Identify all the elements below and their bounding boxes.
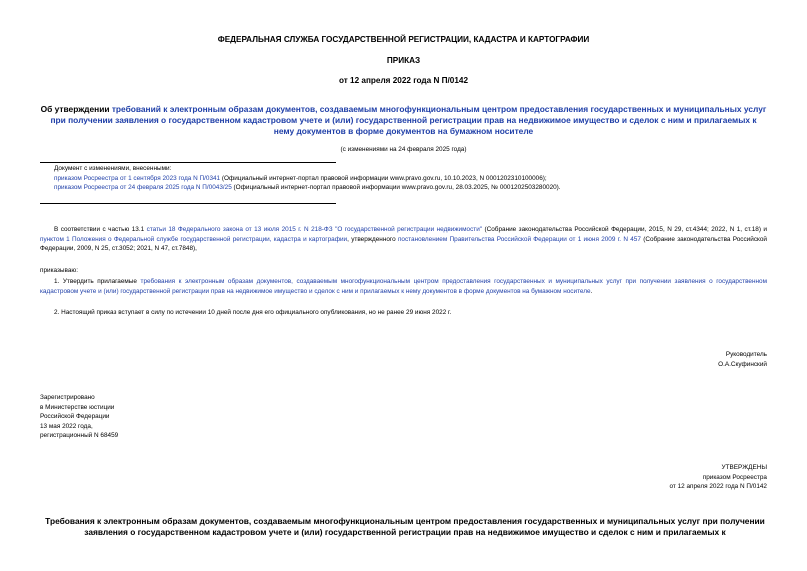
agency-name: ФЕДЕРАЛЬНАЯ СЛУЖБА ГОСУДАРСТВЕННОЙ РЕГИСТРАЦИИ, КАДАСТРА И КАРТОГРАФИИ	[217, 35, 590, 44]
requirements-link[interactable]: требования к электронным образам документов, создаваемым многофункциональным центром предоставления государственных и муниципальных услуг при получении заявления о государственном кадастровом учете и (или) государственной регистрации прав на недвижимое имущество и сделок с ним и прилагаемых к нему документов в форме документов на бумажном носителе	[40, 278, 767, 295]
title-link[interactable]: требований к электронным образам документов, создаваемым многофункциональным центром предоставления государственных и муниципальных услуг при получении заявления о государственном кадастровом учете и (или) государственной регистрации прав на недвижимое имущество и сделок с ним и прилагаемых к нему документов в форме документов на бумажном носителе	[50, 104, 767, 136]
order-item-1	[40, 277, 767, 296]
registration-line: в Министерстве юстиции	[40, 403, 115, 411]
registration-line: Российской Федерации	[40, 413, 110, 420]
item-text: 1. Утвердить прилагаемые	[54, 278, 141, 285]
order-item-2: 2. Настоящий приказ вступает в силу по истечении 10 дней после дня его официального опубликования, но не ранее 29 июня 2022 г.	[54, 309, 452, 316]
approved-block	[450, 463, 767, 492]
document-date: от 12 апреля 2022 года N П/0142	[338, 76, 469, 85]
amendment-item	[54, 183, 774, 193]
preamble-paragraph	[40, 225, 767, 254]
divider-top	[40, 162, 336, 163]
registration-block	[40, 393, 340, 441]
preamble-text: (Собрание законодательства Российской Федерации, 2015, N 29, ст.4344; 2022, N 1, ст.18) и	[482, 226, 767, 233]
registration-line: Зарегистрировано	[40, 394, 95, 401]
order-word: приказываю:	[40, 267, 78, 274]
signature-block	[500, 350, 767, 369]
regulation-link[interactable]: пунктом 1 Положения о Федеральной службе государственной регистрации, кадастра и картографии	[40, 235, 348, 243]
amendment-item	[54, 174, 774, 184]
registration-line: 13 мая 2022 года,	[40, 422, 93, 430]
registration-line: регистрационный N 68459	[40, 432, 119, 439]
law-link[interactable]: статьи 18 Федерального закона от 13 июля 2015 г. N 218-ФЗ "О государственной регистрации недвижимости"	[146, 226, 483, 233]
annex-title: Требования к электронным образам документов, создаваемым многофункциональным центром предоставления государственных и муниципальных услуг при получении заявления о государственном кадастровом учете и (или) государственной регистрации прав на недвижимое имущество и сделок с ним и прилагаемых к	[45, 516, 765, 537]
preamble-text: (Собрание законодательства Российской Федерации, 2009, N 25, ст.3052; 2021, N 47, ст.7848),	[40, 235, 768, 252]
amendments-block	[54, 164, 774, 193]
preamble-text: В соответствии с частью 13.1	[54, 226, 147, 233]
divider-bottom	[40, 203, 336, 204]
signer-position: Руководитель	[725, 351, 767, 358]
amendment-link[interactable]: приказом Росреестра от 1 сентября 2023 года N П/0341	[54, 174, 221, 182]
approved-line: приказом Росреестра	[702, 473, 767, 481]
preamble-text: , утвержденного	[347, 235, 398, 243]
document-type: ПРИКАЗ	[386, 56, 421, 65]
document-title	[40, 104, 767, 137]
approved-line: УТВЕРЖДЕНЫ	[721, 464, 767, 471]
changes-note: (с изменениями на 24 февраля 2025 года)	[340, 146, 467, 153]
amendments-heading: Документ с изменениями, внесенными:	[54, 165, 172, 172]
amendment-source: (Официальный интернет-портал правовой информации www.pravo.gov.ru, 28.03.2025, № 0001202503280020).	[231, 184, 561, 191]
amendment-link[interactable]: приказом Росреестра от 24 февраля 2025 года N П/0043/25	[54, 184, 232, 191]
title-prefix: Об утверждении	[40, 104, 112, 114]
amendment-source: (Официальный интернет-портал правовой информации www.pravo.gov.ru, 10.10.2023, N 0001202310100006);	[220, 174, 547, 182]
signer-name: О.А.Скуфинский	[718, 360, 767, 368]
approved-line: от 12 апреля 2022 года N П/0142	[669, 483, 767, 490]
item-text: .	[590, 287, 593, 295]
resolution-link[interactable]: постановлением Правительства Российской Федерации от 1 июня 2009 г. N 457	[397, 235, 641, 243]
